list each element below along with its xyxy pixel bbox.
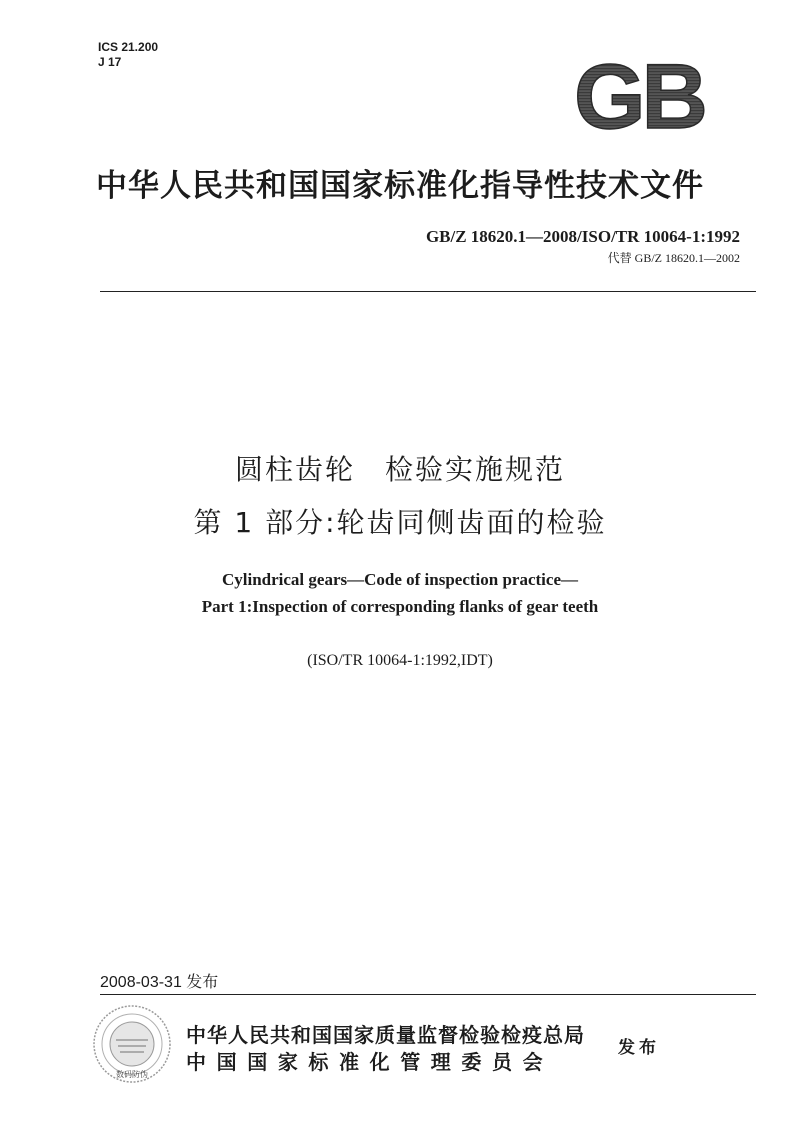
publish-label: 发布 (618, 1038, 660, 1058)
document-type-title: 中华人民共和国国家标准化指导性技术文件 (96, 168, 704, 204)
ics-code: ICS 21.200 (98, 40, 159, 54)
svg-text:GB: GB (574, 56, 704, 136)
ccs-code: J 17 (98, 55, 122, 69)
replaces-note: 代替 GB/Z 18620.1—2002 (607, 251, 740, 265)
anti-counterfeit-seal-icon (90, 1002, 174, 1086)
issue-date: 2008-03-31 发布 (100, 974, 219, 991)
publisher-sac: 中国国家标准化管理委员会 (186, 1050, 554, 1074)
adoption-note: (ISO/TR 10064-1:1992,IDT) (307, 652, 493, 669)
chinese-title-line-1: 圆柱齿轮 检验实施规范 (234, 453, 565, 486)
top-divider (100, 291, 756, 292)
english-title-line-2: Part 1:Inspection of corresponding flanks of gear teeth (201, 597, 599, 616)
classification-codes (98, 40, 158, 70)
standard-number: GB/Z 18620.1—2008/ISO/TR 10064-1:1992 (425, 227, 740, 246)
bottom-divider (100, 994, 756, 995)
svg-text:数码防伪: 数码防伪 (116, 1070, 148, 1079)
gb-logo (558, 56, 720, 136)
publisher-aqsiq: 中华人民共和国国家质量监督检验检疫总局 (186, 1023, 585, 1047)
english-title-line-1: Cylindrical gears—Code of inspection practice— (221, 570, 578, 589)
chinese-title-line-2: 第 1 部分:轮齿同侧齿面的检验 (193, 506, 607, 539)
